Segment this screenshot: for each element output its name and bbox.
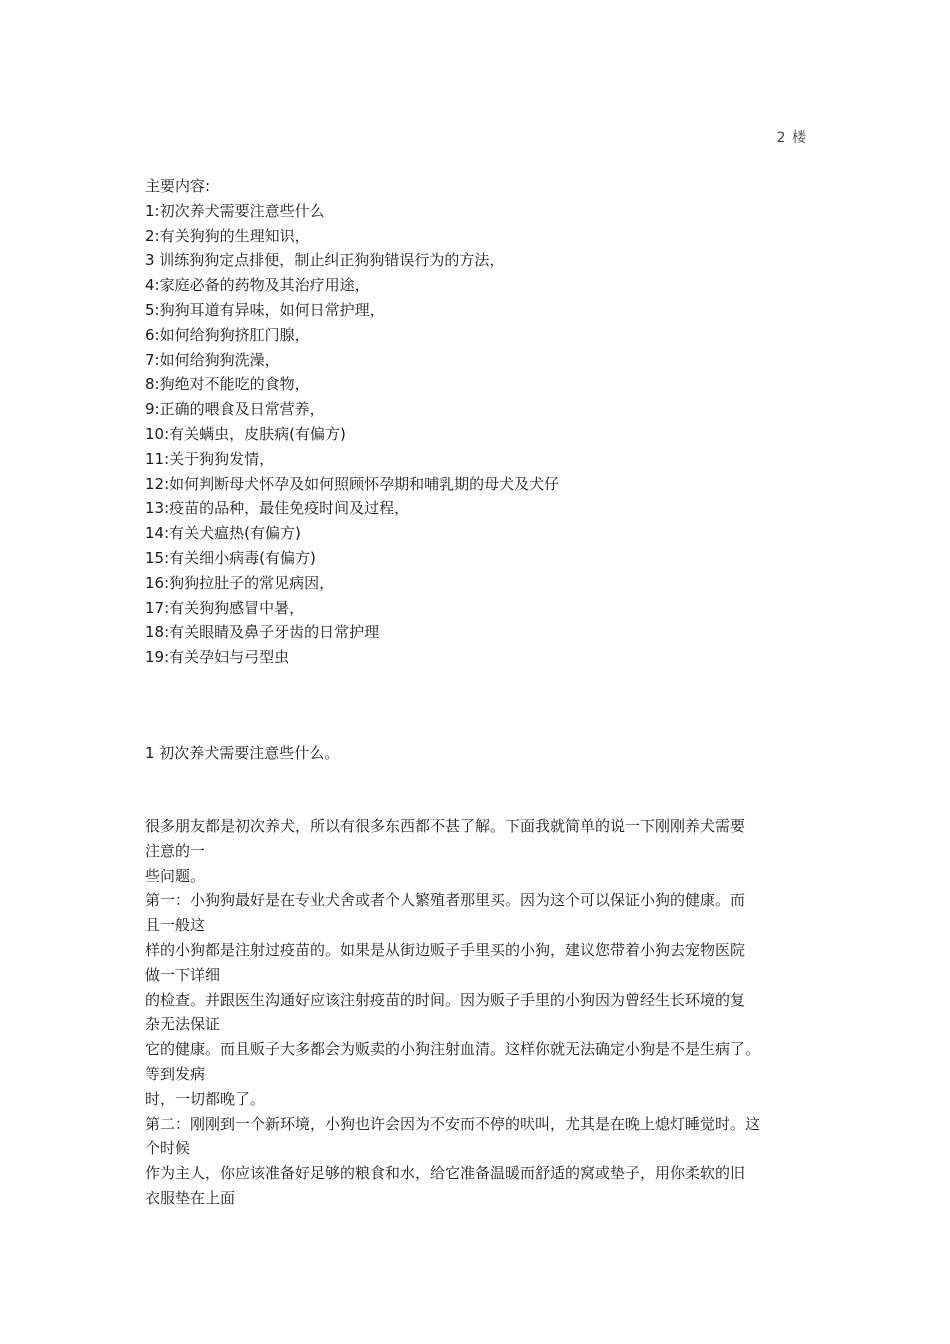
section-title: 1 初次养犬需要注意些什么。	[145, 744, 340, 762]
body-line: 第二：刚刚到一个新环境，小狗也许会因为不安而不停的吠叫，尤其是在晚上熄灯睡觉时。这	[145, 1114, 761, 1133]
toc-item: 12:如何判断母犬怀孕及如何照顾怀孕期和哺乳期的母犬及犬仔	[145, 474, 560, 493]
toc-item: 6:如何给狗狗挤肛门腺，	[145, 325, 310, 344]
toc-item: 17:有关狗狗感冒中暑，	[145, 598, 305, 617]
toc-item: 7:如何给狗狗洗澡，	[145, 350, 280, 369]
body-line: 些问题。	[145, 866, 206, 885]
body-line: 等到发病	[145, 1064, 206, 1083]
body-line: 很多朋友都是初次养犬，所以有很多东西都不甚了解。下面我就简单的说一下刚刚养犬需要	[145, 817, 746, 835]
body-line: 它的健康。而且贩子大多都会为贩卖的小狗注射血清。这样你就无法确定小狗是不是生病了。	[145, 1040, 761, 1059]
toc-item: 3 训练狗狗定点排便，制止纠正狗狗错误行为的方法，	[145, 251, 505, 270]
body-line: 个时候	[145, 1139, 191, 1158]
toc-item: 8:狗绝对不能吃的食物，	[145, 375, 310, 394]
toc-item: 14:有关犬瘟热(有偏方)	[145, 524, 301, 543]
toc-item: 5:狗狗耳道有异味，如何日常护理，	[145, 300, 385, 319]
toc-item: 1:初次养犬需要注意些什么	[145, 201, 325, 220]
toc-item: 16:狗狗拉肚子的常见病因，	[145, 573, 335, 592]
toc-item: 18:有关眼睛及鼻子牙齿的日常护理	[145, 623, 380, 642]
body-line: 衣服垫在上面	[145, 1188, 236, 1207]
toc-item: 15:有关细小病毒(有偏方)	[145, 548, 316, 567]
toc-heading: 主要内容:	[145, 177, 211, 195]
table-of-contents	[145, 174, 810, 670]
body-line: 作为主人，你应该准备好足够的粮食和水，给它准备温暖而舒适的窝或垫子，用你柔软的旧	[145, 1164, 746, 1183]
body-line: 第一：小狗狗最好是在专业犬舍或者个人繁殖者那里买。因为这个可以保证小狗的健康。而	[145, 891, 746, 910]
body-line: 注意的一	[145, 841, 206, 860]
toc-item: 11:关于狗狗发情，	[145, 449, 275, 468]
toc-item: 2:有关狗狗的生理知识，	[145, 226, 310, 245]
body-text	[145, 814, 810, 1211]
body-line: 杂无法保证	[145, 1015, 221, 1034]
body-line: 的检查。并跟医生沟通好应该注射疫苗的时间。因为贩子手里的小狗因为曾经生长环境的复	[145, 990, 746, 1009]
page-number: 2 楼	[776, 130, 807, 146]
body-line: 时，一切都晚了。	[145, 1089, 266, 1108]
toc-item: 10:有关螨虫，皮肤病(有偏方)	[145, 424, 346, 443]
toc-item: 19:有关孕妇与弓型虫	[145, 648, 290, 667]
toc-item: 9:正确的喂食及日常营养，	[145, 400, 325, 419]
toc-item: 13:疫苗的品种，最佳免疫时间及过程，	[145, 499, 410, 518]
body-line: 样的小狗都是注射过疫苗的。如果是从街边贩子手里买的小狗，建议您带着小狗去宠物医院	[145, 940, 746, 959]
body-line: 做一下详细	[145, 965, 221, 984]
body-line: 且一般这	[145, 916, 206, 935]
toc-item: 4:家庭必备的药物及其治疗用途，	[145, 276, 370, 295]
